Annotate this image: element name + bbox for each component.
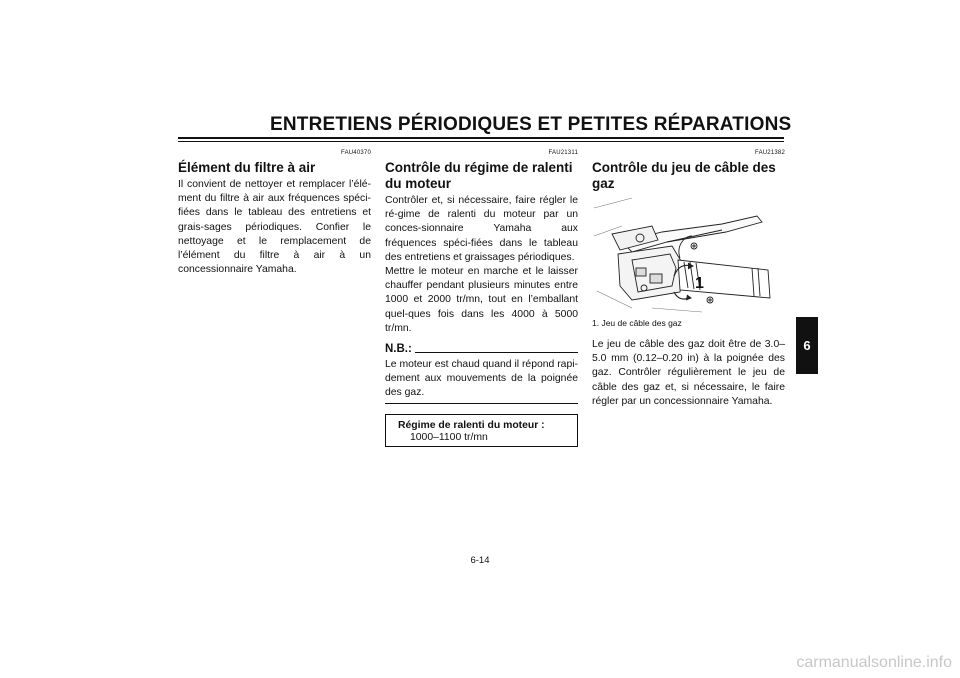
section-code: FAU21382 bbox=[755, 150, 785, 156]
spec-box bbox=[385, 414, 578, 447]
note-header bbox=[385, 343, 578, 355]
section-body: Il convient de nettoyer et remplacer l’élé-ment du filtre à air aux fréquences spéci-fiées dans le tableau des entretiens et grais-sages périodiques. Confier le nettoyage et le remplacement de l’élément du filtre à air à un concessionnaire Yamaha. bbox=[178, 179, 371, 276]
section-body: Le jeu de câble des gaz doit être de 3.0–5.0 mm (0.12–0.20 in) à la poignée des gaz. Contrôler régulièrement le jeu de câble des gaz et, si nécessaire, le faire régler par un concessionnaire Yamaha. bbox=[592, 339, 785, 407]
section-heading: Contrôle du régime de ralenti du moteur bbox=[385, 160, 573, 191]
spec-title: Régime de ralenti du moteur : bbox=[398, 419, 545, 431]
header-rule bbox=[178, 137, 784, 139]
page-header-title: ENTRETIENS PÉRIODIQUES ET PETITES RÉPARATIONS bbox=[270, 114, 792, 135]
header-rule-thin bbox=[178, 141, 784, 142]
section-air-filter bbox=[178, 150, 371, 277]
section-idle-speed bbox=[385, 150, 578, 447]
chapter-tab: 6 bbox=[796, 317, 818, 374]
figure-callout: 1 bbox=[695, 275, 704, 292]
spec-value: 1000–1100 tr/mn bbox=[410, 431, 488, 443]
note-rule bbox=[415, 352, 578, 353]
section-code: FAU21311 bbox=[548, 150, 578, 156]
note-end-rule bbox=[385, 403, 578, 404]
section-throttle-cable bbox=[592, 150, 785, 409]
page-number: 6-14 bbox=[470, 555, 490, 566]
note-label: N.B.: bbox=[385, 343, 412, 356]
section-heading: Contrôle du jeu de câble des gaz bbox=[592, 160, 776, 191]
figure-caption: 1. Jeu de câble des gaz bbox=[592, 318, 682, 328]
note-text: Le moteur est chaud quand il répond rapi-dement aux mouvements de la poignée des gaz. bbox=[385, 359, 578, 399]
throttle-grip-drawing bbox=[592, 196, 785, 314]
watermark: carmanualsonline.info bbox=[796, 654, 952, 671]
section-body-2: Mettre le moteur en marche et le laisser chauffer pendant plusieurs minutes entre 1000 et 2000 tr/mn, tout en l’emballant quel-ques fois dans les 4000 à 5000 tr/mn. bbox=[385, 266, 578, 334]
section-code: FAU40370 bbox=[341, 150, 371, 156]
throttle-grip-illustration bbox=[592, 196, 785, 314]
section-heading: Élément du filtre à air bbox=[178, 160, 316, 175]
section-body: Contrôler et, si nécessaire, faire régler le ré-gime de ralenti du moteur par un conces-sionnaire Yamaha aux fréquences spéci-fiées dans le tableau des entretiens et graissages périodiques. bbox=[385, 195, 578, 263]
